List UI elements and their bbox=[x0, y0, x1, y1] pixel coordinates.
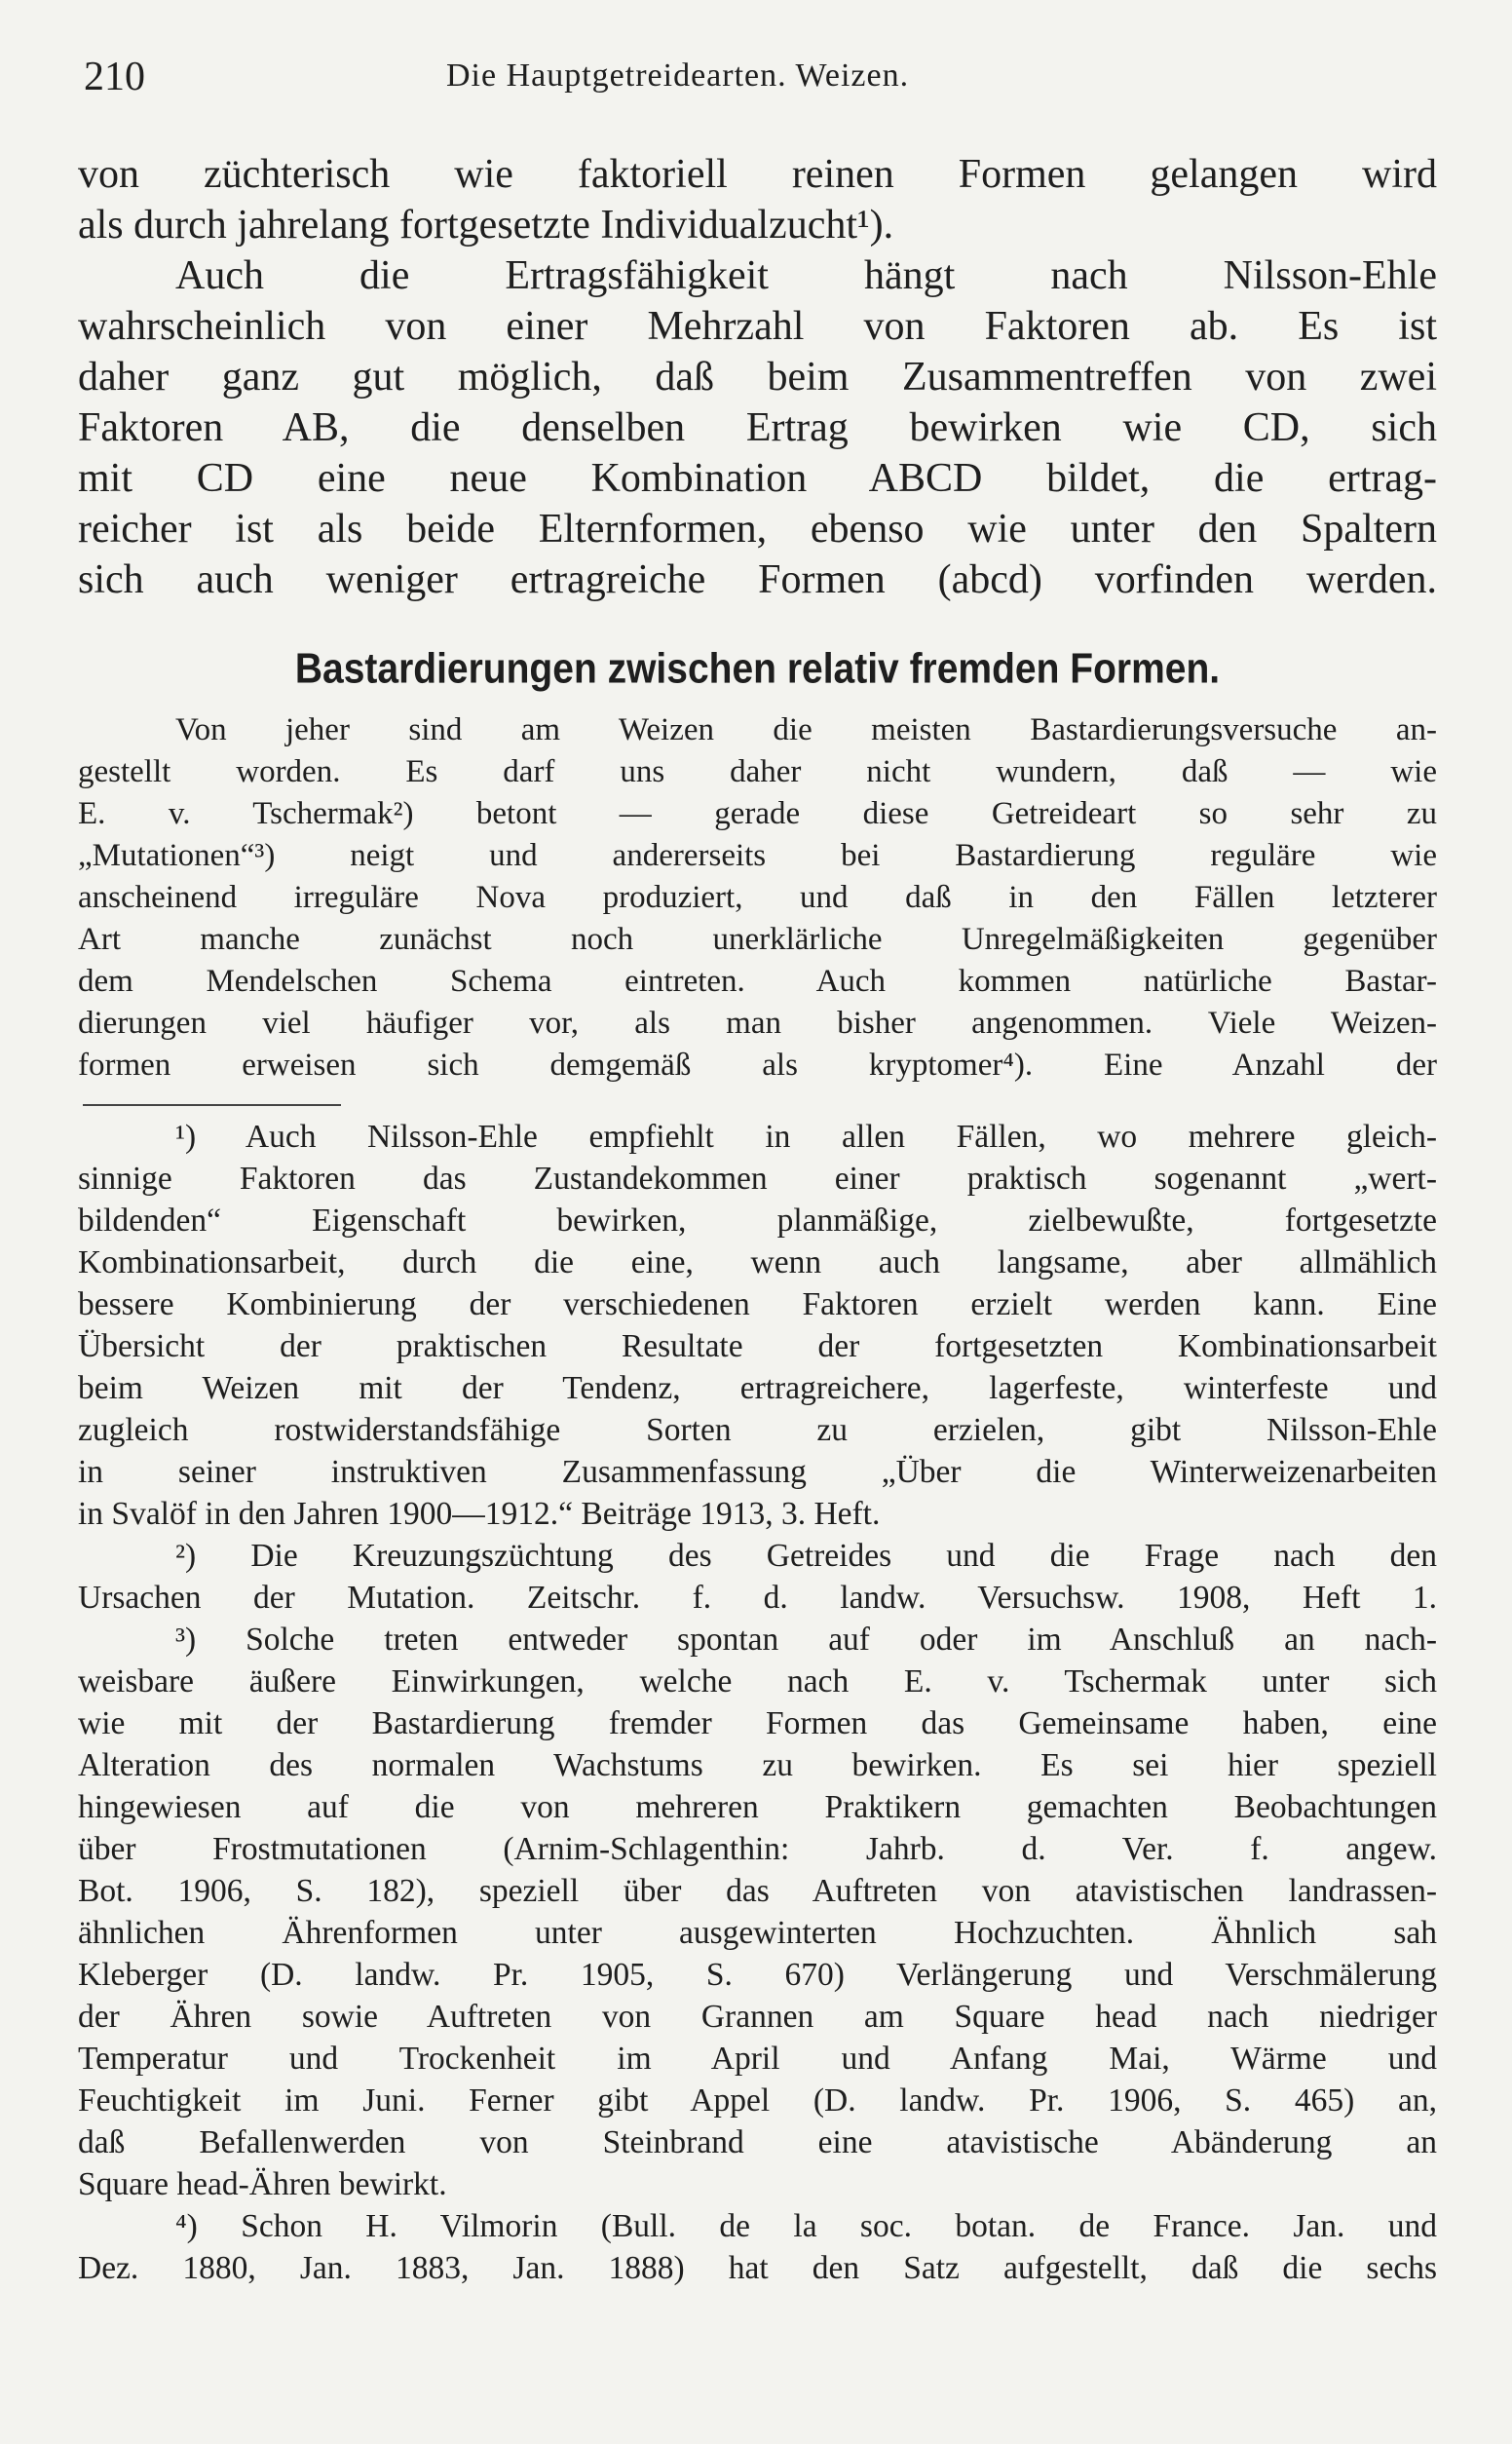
page-number: 210 bbox=[84, 55, 145, 99]
footnote-line: daß Befallenwerden von Steinbrand eine atavistische Abänderung an bbox=[78, 2124, 1437, 2160]
footnote-line: Bot. 1906, S. 182), speziell über das Auftreten von atavistischen landrassen- bbox=[78, 1873, 1437, 1909]
footnote-line: ³) Solche treten entweder spontan auf oder im Anschluß an nach- bbox=[175, 1622, 1437, 1658]
footnote-line: ⁴) Schon H. Vilmorin (Bull. de la soc. botan. de France. Jan. und bbox=[175, 2208, 1437, 2244]
section-text-line: gestellt worden. Es darf uns daher nicht wundern, daß — wie bbox=[78, 754, 1437, 789]
footnote-line: in seiner instruktiven Zusammenfassung „Über die Winterweizenarbeiten bbox=[78, 1454, 1437, 1490]
section-text-line: formen erweisen sich demgemäß als kryptomer⁴). Eine Anzahl der bbox=[78, 1048, 1437, 1083]
main-text-line: mit CD eine neue Kombination ABCD bildet, die ertrag- bbox=[78, 456, 1437, 501]
footnote-line: Temperatur und Trockenheit im April und Anfang Mai, Wärme und bbox=[78, 2041, 1437, 2077]
footnote-line: ¹) Auch Nilsson-Ehle empfiehlt in allen Fällen, wo mehrere gleich- bbox=[175, 1119, 1437, 1155]
footnote-line: Kombinationsarbeit, durch die eine, wenn auch langsame, aber allmählich bbox=[78, 1244, 1437, 1280]
main-text-line: reicher ist als beide Elternformen, ebenso wie unter den Spaltern bbox=[78, 507, 1437, 552]
footnote-line: in Svalöf in den Jahren 1900—1912.“ Beiträge 1913, 3. Heft. bbox=[78, 1496, 881, 1532]
footnote-line: ²) Die Kreuzungszüchtung des Getreides und die Frage nach den bbox=[175, 1538, 1437, 1574]
footnote-line: Feuchtigkeit im Juni. Ferner gibt Appel (D. landw. Pr. 1906, S. 465) an, bbox=[78, 2082, 1437, 2119]
footnote-line: Dez. 1880, Jan. 1883, Jan. 1888) hat den Satz aufgestellt, daß die sechs bbox=[78, 2250, 1437, 2286]
section-text-line: dierungen viel häufiger vor, als man bisher angenommen. Viele Weizen- bbox=[78, 1006, 1437, 1041]
main-text-line: Auch die Ertragsfähigkeit hängt nach Nilsson-Ehle bbox=[175, 253, 1437, 298]
main-text-line: als durch jahrelang fortgesetzte Individualzucht¹). bbox=[78, 203, 894, 248]
footnote-line: beim Weizen mit der Tendenz, ertragreichere, lagerfeste, winterfeste und bbox=[78, 1370, 1437, 1406]
footnote-line: ähnlichen Ährenformen unter ausgewinterten Hochzuchten. Ähnlich sah bbox=[78, 1915, 1437, 1951]
main-text-line: wahrscheinlich von einer Mehrzahl von Faktoren ab. Es ist bbox=[78, 304, 1437, 349]
footnote-line: hingewiesen auf die von mehreren Praktikern gemachten Beobachtungen bbox=[78, 1789, 1437, 1825]
section-text-line: E. v. Tschermak²) betont — gerade diese Getreideart so sehr zu bbox=[78, 796, 1437, 831]
footnote-line: Alteration des normalen Wachstums zu bewirken. Es sei hier speziell bbox=[78, 1747, 1437, 1783]
footnote-line: sinnige Faktoren das Zustandekommen einer praktisch sogenannt „wert- bbox=[78, 1161, 1437, 1197]
section-text-line: anscheinend irreguläre Nova produziert, und daß in den Fällen letzterer bbox=[78, 880, 1437, 915]
footnote-line: über Frostmutationen (Arnim-Schlagenthin: Jahrb. d. Ver. f. angew. bbox=[78, 1831, 1437, 1867]
footnote-line: zugleich rostwiderstandsfähige Sorten zu erzielen, gibt Nilsson-Ehle bbox=[78, 1412, 1437, 1448]
footnote-divider bbox=[83, 1104, 341, 1106]
footnote-line: Square head-Ähren bewirkt. bbox=[78, 2166, 447, 2202]
footnote-line: bildenden“ Eigenschaft bewirken, planmäßige, zielbewußte, fortgesetzte bbox=[78, 1203, 1437, 1239]
main-text-line: Faktoren AB, die denselben Ertrag bewirken wie CD, sich bbox=[78, 405, 1437, 450]
footnote-line: der Ähren sowie Auftreten von Grannen am Square head nach niedriger bbox=[78, 1999, 1437, 2035]
main-text-line: sich auch weniger ertragreiche Formen (abcd) vorfinden werden. bbox=[78, 557, 1437, 602]
footnote-line: Kleberger (D. landw. Pr. 1905, S. 670) Verlängerung und Verschmälerung bbox=[78, 1957, 1437, 1993]
footnote-line: weisbare äußere Einwirkungen, welche nach E. v. Tschermak unter sich bbox=[78, 1663, 1437, 1699]
running-head: Die Hauptgetreidearten. Weizen. bbox=[446, 57, 910, 94]
section-text-line: dem Mendelschen Schema eintreten. Auch kommen natürliche Bastar- bbox=[78, 964, 1437, 999]
main-text-line: von züchterisch wie faktoriell reinen Formen gelangen wird bbox=[78, 152, 1437, 197]
section-text-line: Von jeher sind am Weizen die meisten Bastardierungsversuche an- bbox=[175, 712, 1437, 747]
footnote-line: bessere Kombinierung der verschiedenen Faktoren erzielt werden kann. Eine bbox=[78, 1286, 1437, 1322]
footnote-line: Übersicht der praktischen Resultate der fortgesetzten Kombinationsarbeit bbox=[78, 1328, 1437, 1364]
section-heading: Bastardierungen zwischen relativ fremden Formen. bbox=[294, 645, 1221, 693]
page-header bbox=[76, 54, 1440, 112]
section-text-line: „Mutationen“³) neigt und andererseits bei Bastardierung reguläre wie bbox=[78, 838, 1437, 873]
main-text-line: daher ganz gut möglich, daß beim Zusammentreffen von zwei bbox=[78, 355, 1437, 400]
footnote-line: Ursachen der Mutation. Zeitschr. f. d. landw. Versuchsw. 1908, Heft 1. bbox=[78, 1580, 1437, 1616]
footnote-line: wie mit der Bastardierung fremder Formen das Gemeinsame haben, eine bbox=[78, 1705, 1437, 1741]
section-text-line: Art manche zunächst noch unerklärliche Unregelmäßigkeiten gegenüber bbox=[78, 922, 1437, 957]
